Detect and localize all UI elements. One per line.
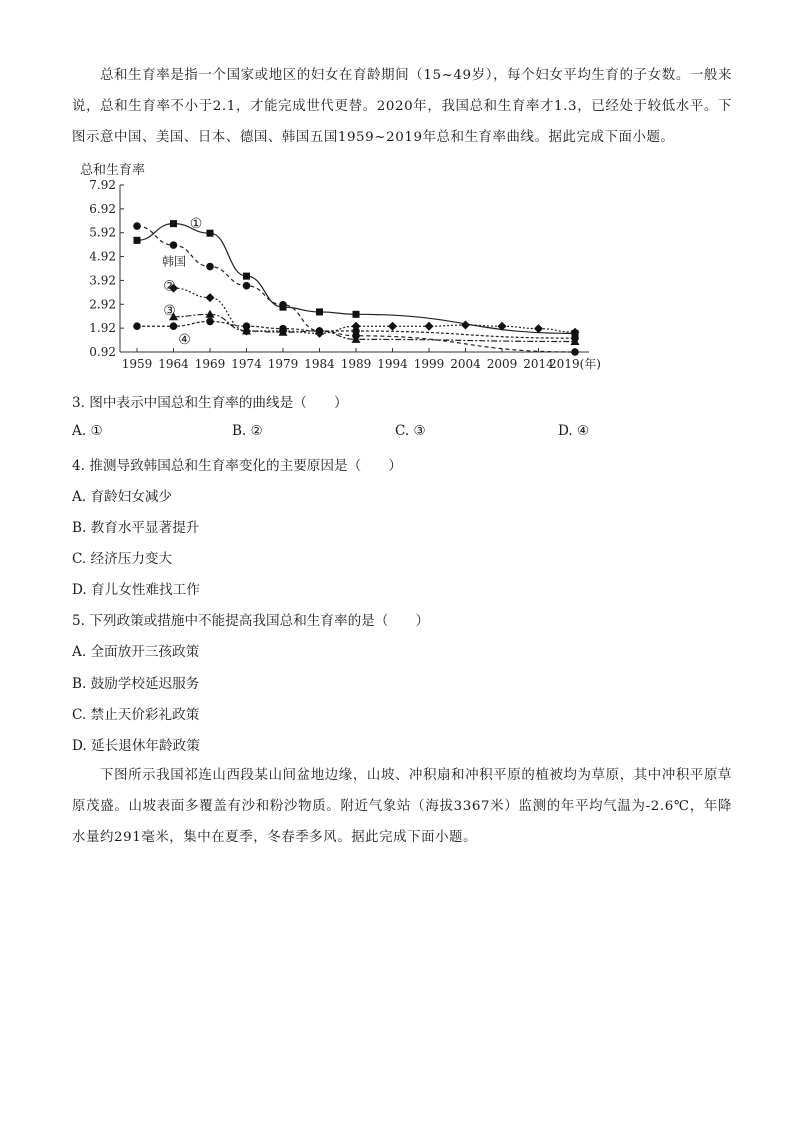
data-point	[316, 308, 323, 315]
data-point	[461, 321, 470, 330]
y-tick-label: 4.92	[89, 249, 116, 264]
x-tick-label: 1969	[194, 357, 226, 371]
series-label-4: ④	[178, 332, 191, 349]
series-label-1: 韩国	[161, 254, 187, 269]
data-point	[170, 322, 178, 330]
data-point	[425, 322, 434, 331]
data-point	[206, 263, 214, 271]
data-point	[353, 311, 360, 318]
intro-paragraph-1	[72, 60, 732, 153]
data-point	[170, 220, 177, 227]
data-point	[243, 273, 250, 280]
question-4-stem: 4. 推测导致韩国总和生育率变化的主要原因是（ ）	[72, 458, 402, 474]
q5-option-d[interactable]: D. 延长退休年龄政策	[72, 738, 200, 754]
data-point	[206, 318, 214, 326]
y-tick-label: 6.92	[89, 201, 116, 216]
data-point	[388, 322, 397, 331]
y-axis-label: 总和生育率	[80, 163, 146, 178]
series-line-3	[174, 314, 576, 341]
data-point	[534, 324, 543, 333]
intro-text-1: 总和生育率是指一个国家或地区的妇女在育龄期间（15~49岁），每个妇女平均生育的子女数。一般来说，总和生育率不小于2.1，才能完成世代更替。2020年，我国总和生育率才1.3，已经处于较低水平。下图示意中国、美国、日本、德国、韩国五国1959~2019年总和生育率曲线。据此完成下面小题。	[72, 68, 732, 145]
q4-option-c[interactable]: C. 经济压力变大	[72, 551, 173, 567]
series-label-0: ①	[189, 216, 203, 233]
x-tick-label: 1959	[121, 357, 153, 371]
intro-paragraph-2	[72, 760, 732, 853]
x-tick-label: 1999	[413, 357, 445, 371]
y-tick-label: 0.92	[89, 345, 116, 359]
series-label-2: ②	[163, 278, 176, 295]
q5-option-b[interactable]: B. 鼓励学校延迟服务	[72, 676, 200, 692]
x-tick-label: 2004	[450, 357, 481, 371]
x-tick-label: 1974	[231, 357, 262, 371]
data-point	[134, 237, 141, 244]
x-tick-label: 1984	[304, 357, 335, 371]
x-tick-label: 2019(年)	[549, 357, 601, 371]
q3-option-b[interactable]: B. ②	[232, 423, 263, 439]
q5-option-c[interactable]: C. 禁止天价彩礼政策	[72, 707, 200, 723]
data-point	[279, 325, 287, 333]
q5-option-a[interactable]: A. 全面放开三孩政策	[72, 644, 200, 660]
series-label-3: ③	[163, 303, 176, 320]
question-3-stem: 3. 图中表示中国总和生育率的曲线是（ ）	[72, 395, 348, 411]
q4-option-b[interactable]: B. 教育水平显著提升	[72, 520, 200, 536]
x-tick-label: 2009	[486, 357, 518, 371]
y-tick-label: 1.92	[89, 321, 116, 336]
data-point	[571, 334, 579, 342]
q3-option-c[interactable]: C. ③	[395, 423, 426, 439]
intro-text-2: 下图所示我国祁连山西段某山间盆地边缘，山坡、冲积扇和冲积平原的植被均为草原，其中冲积平原草原茂盛。山坡表面多覆盖有沙和粉沙物质。附近气象站（海拔3367米）监测的年平均气温为-2.6℃，年降水量约291毫米，集中在夏季，冬春季多风。据此完成下面小题。	[72, 768, 732, 845]
data-point	[279, 301, 287, 309]
data-point	[170, 241, 178, 249]
q4-option-a[interactable]: A. 育龄妇女减少	[72, 489, 173, 505]
data-point	[316, 327, 324, 335]
data-point	[133, 322, 141, 330]
x-tick-label: 1994	[377, 357, 408, 371]
data-point	[207, 230, 214, 237]
data-point	[352, 327, 360, 335]
y-tick-label: 2.92	[89, 297, 116, 312]
question-5-stem: 5. 下列政策或措施中不能提高我国总和生育率的是（ ）	[72, 613, 430, 629]
x-tick-label: 1979	[267, 357, 299, 371]
data-point	[206, 293, 215, 302]
data-point	[243, 282, 251, 290]
x-tick-label: 1964	[158, 357, 189, 371]
data-point	[571, 348, 579, 356]
y-tick-label: 7.92	[89, 178, 116, 192]
q3-option-d[interactable]: D. ④	[558, 423, 590, 439]
question-3-options	[72, 423, 732, 443]
data-point	[133, 222, 141, 230]
q4-option-d[interactable]: D. 育儿女性难找工作	[72, 582, 200, 598]
x-tick-label: 2014	[523, 357, 554, 371]
q3-option-a[interactable]: A. ①	[72, 423, 103, 439]
y-tick-label: 3.92	[89, 273, 116, 288]
fertility-rate-chart	[80, 158, 620, 378]
data-point	[243, 322, 251, 330]
x-tick-label: 1989	[340, 357, 372, 371]
y-tick-label: 5.92	[89, 225, 116, 240]
